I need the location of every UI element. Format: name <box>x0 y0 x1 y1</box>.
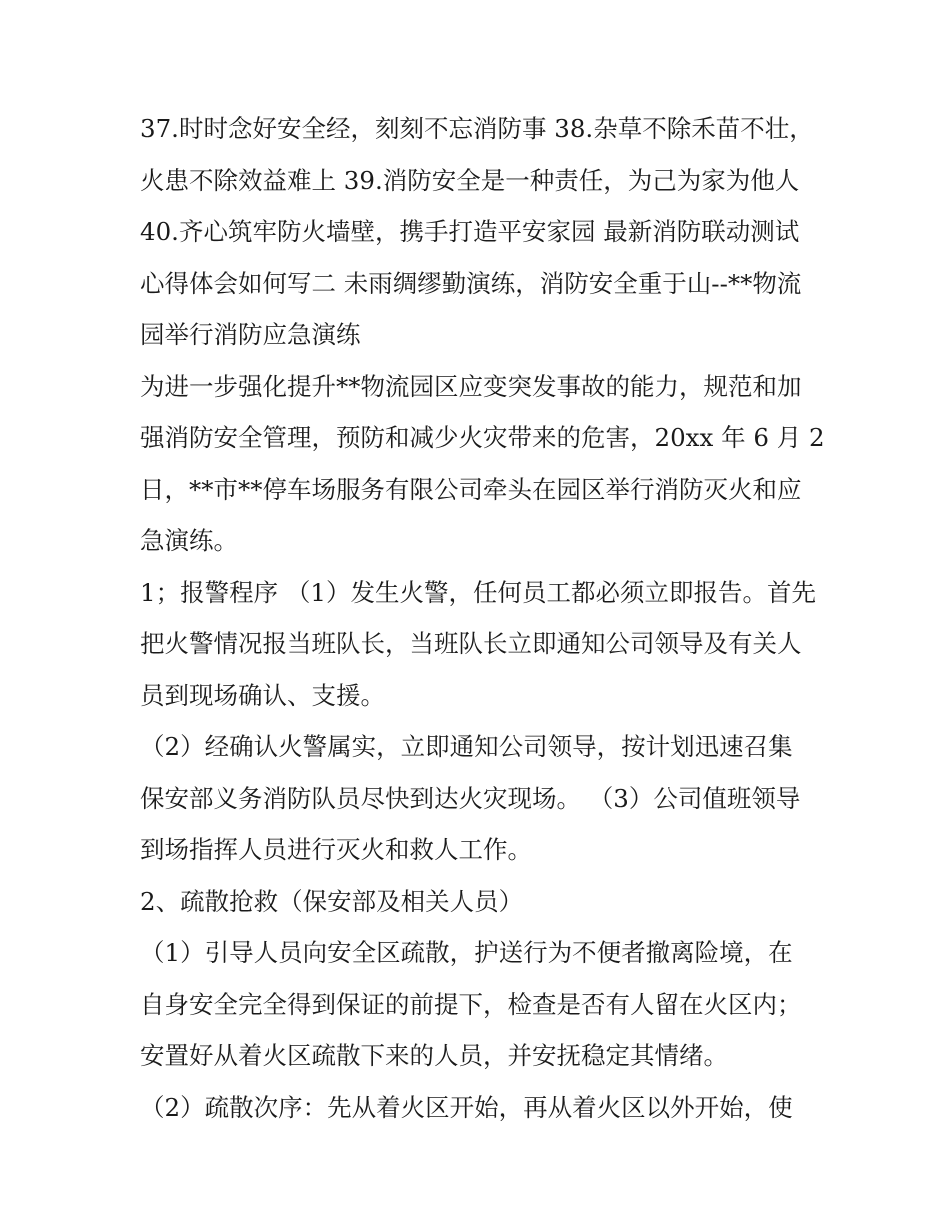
text-line: 40.齐心筑牢防火墙壁，携手打造平安家园 最新消防联动测试 <box>140 217 800 246</box>
text-line: 安置好从着火区疏散下来的人员，并安抚稳定其情绪。 <box>140 1041 728 1070</box>
document-body <box>140 103 825 1133</box>
text-line: 为进一步强化提升**物流园区应变突发事故的能力，规范和加 <box>140 371 802 401</box>
text-line: 心得体会如何写二 未雨绸缪勤演练，消防安全重于山--**物流 <box>140 268 802 298</box>
text-line: （1）引导人员向安全区疏散，护送行为不便者撤离险境，在 <box>140 938 793 967</box>
text-line: 日，**市**停车场服务有限公司牵头在园区举行消防灭火和应 <box>140 474 802 504</box>
text-line: 保安部义务消防队员尽快到达火灾现场。 （3）公司值班领导 <box>140 783 801 813</box>
text-line: （2）经确认火警属实，立即通知公司领导，按计划迅速召集 <box>140 732 793 761</box>
text-line: （2）疏散次序：先从着火区开始，再从着火区以外开始，使 <box>140 1092 793 1122</box>
text-line: 急演练。 <box>140 526 238 555</box>
text-line: 37.时时念好安全经，刻刻不忘消防事 38.杂草不除禾苗不壮， <box>140 114 814 143</box>
text-line: 火患不除效益难上 39.消防安全是一种责任，为己为家为他人 <box>140 165 800 195</box>
text-line: 1；报警程序 （1）发生火警，任何员工都必须立即报告。首先 <box>140 577 816 607</box>
text-line: 到场指挥人员进行灭火和救人工作。 <box>140 835 532 864</box>
text-line: 自身安全完全得到保证的前提下，检查是否有人留在火区内； <box>140 989 802 1019</box>
text-line: 强消防安全管理，预防和减少火灾带来的危害，20xx 年 6 月 2 <box>140 423 825 452</box>
text-line: 把火警情况报当班队长，当班队长立即通知公司领导及有关人 <box>140 629 802 658</box>
text-line: 2、疏散抢救（保安部及相关人员） <box>140 886 524 916</box>
text-line: 园举行消防应急演练 <box>140 320 361 349</box>
text-line: 员到现场确认、支援。 <box>140 680 385 710</box>
